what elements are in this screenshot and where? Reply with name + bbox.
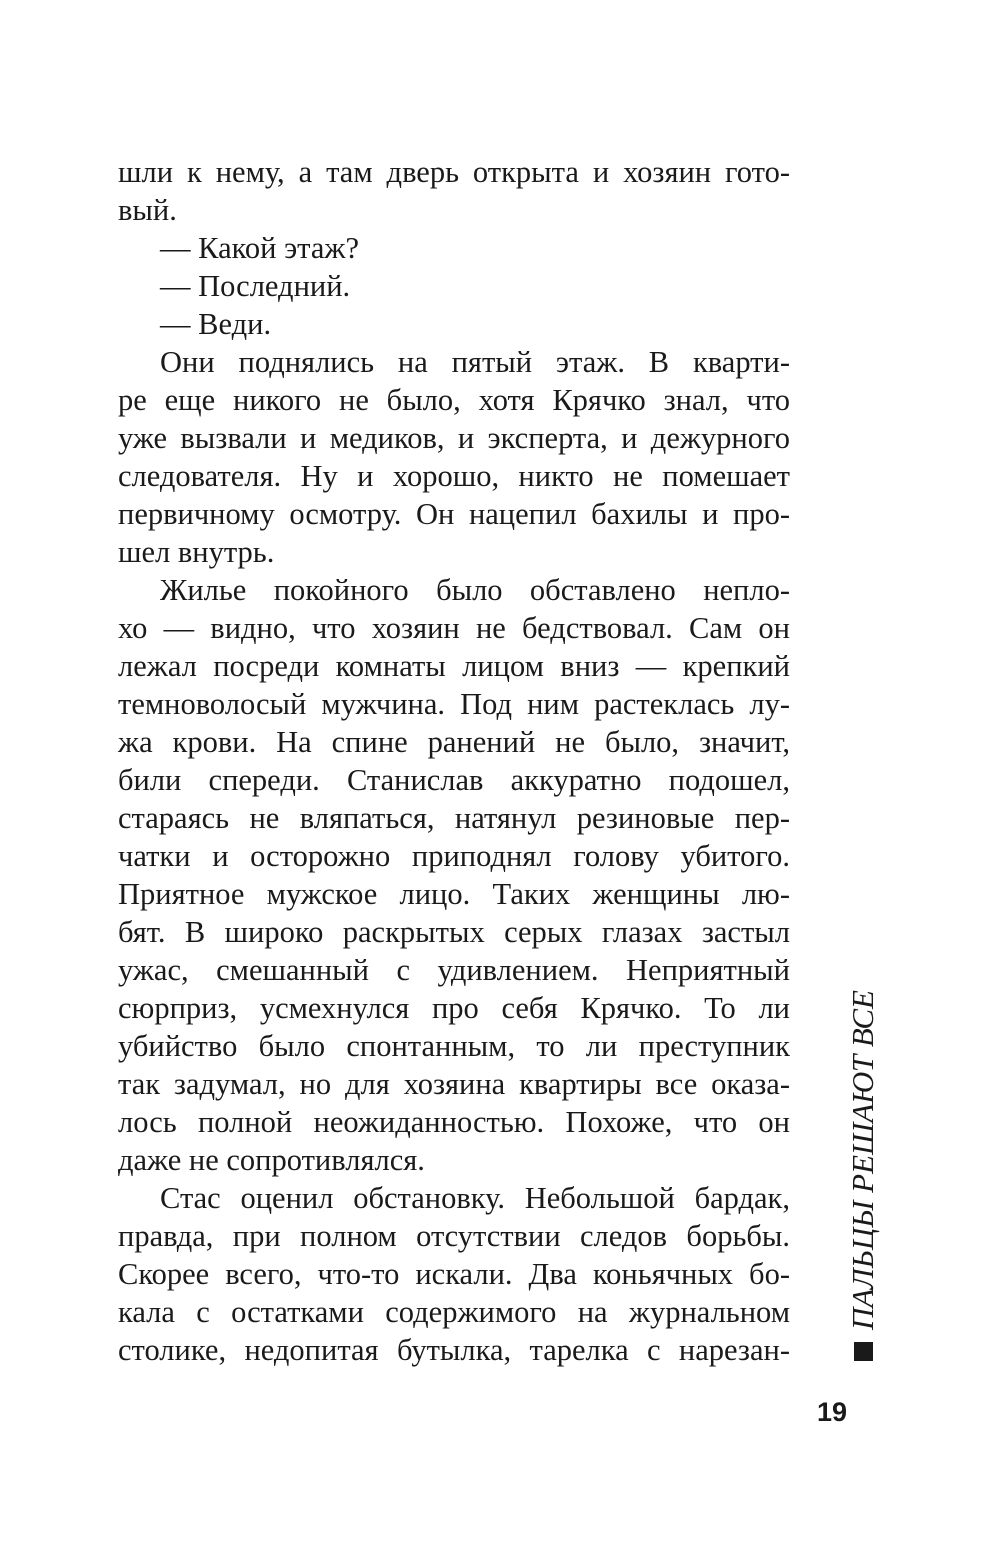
text-line: столике, недопитая бутылка, тарелка с нарезан- bbox=[118, 1333, 790, 1367]
text-line: — Какой этаж? bbox=[160, 231, 360, 265]
text-line: жа крови. На спине ранений не было, значит, bbox=[118, 725, 790, 759]
text-line: хо — видно, что хозяин не бедствовал. Сам он bbox=[118, 611, 790, 645]
text-line: так задумал, но для хозяина квартиры все оказа- bbox=[118, 1067, 790, 1101]
text-line: лежал посреди комнаты лицом вниз — крепкий bbox=[118, 649, 790, 683]
text-line: Жилье покойного было обставлено непло- bbox=[160, 573, 790, 607]
text-line: правда, при полном отсутствии следов борьбы. bbox=[118, 1219, 790, 1253]
running-head-title: ПАЛЬЦЫ РЕШАЮТ ВСЕ bbox=[845, 990, 880, 1330]
text-line: лось полной неожиданностью. Похоже, что он bbox=[118, 1105, 790, 1139]
text-line: шел внутрь. bbox=[118, 535, 275, 569]
text-line: били спереди. Станислав аккуратно подошел, bbox=[118, 763, 790, 797]
text-line: чатки и осторожно приподнял голову убитого. bbox=[118, 839, 790, 873]
text-line: уже вызвали и медиков, и эксперта, и дежурного bbox=[118, 421, 790, 455]
text-line: ужас, смешанный с удивлением. Неприятный bbox=[118, 953, 790, 987]
text-line: Стас оценил обстановку. Небольшой бардак, bbox=[160, 1181, 790, 1215]
text-line: сюрприз, усмехнулся про себя Крячко. То ли bbox=[118, 991, 790, 1025]
running-head bbox=[845, 990, 881, 1361]
text-line: убийство было спонтанным, то ли преступник bbox=[118, 1029, 790, 1063]
text-line: — Последний. bbox=[160, 269, 351, 303]
text-line: стараясь не вляпаться, натянул резиновые пер- bbox=[118, 801, 790, 835]
text-line: даже не сопротивлялся. bbox=[118, 1143, 425, 1177]
text-line: ре еще никого не было, хотя Крячко знал, что bbox=[118, 383, 790, 417]
text-line: первичному осмотру. Он нацепил бахилы и про- bbox=[118, 497, 790, 531]
text-line: — Веди. bbox=[160, 307, 272, 341]
text-line: темноволосый мужчина. Под ним растеклась лу- bbox=[118, 687, 790, 721]
text-line: кала с остатками содержимого на журнальном bbox=[118, 1295, 790, 1329]
square-bullet-icon bbox=[854, 1342, 873, 1361]
text-line: Скорее всего, что-то искали. Два коньячных бо- bbox=[118, 1257, 790, 1291]
text-line: Они поднялись на пятый этаж. В кварти- bbox=[160, 345, 790, 379]
text-line: следователя. Ну и хорошо, никто не помешает bbox=[118, 459, 790, 493]
text-line: шли к нему, а там дверь открыта и хозяин гото- bbox=[118, 155, 790, 189]
text-line: бят. В широко раскрытых серых глазах застыл bbox=[118, 915, 790, 949]
page-number: 19 bbox=[816, 1397, 848, 1427]
text-line: вый. bbox=[118, 193, 177, 227]
text-line: Приятное мужское лицо. Таких женщины лю- bbox=[118, 877, 790, 911]
